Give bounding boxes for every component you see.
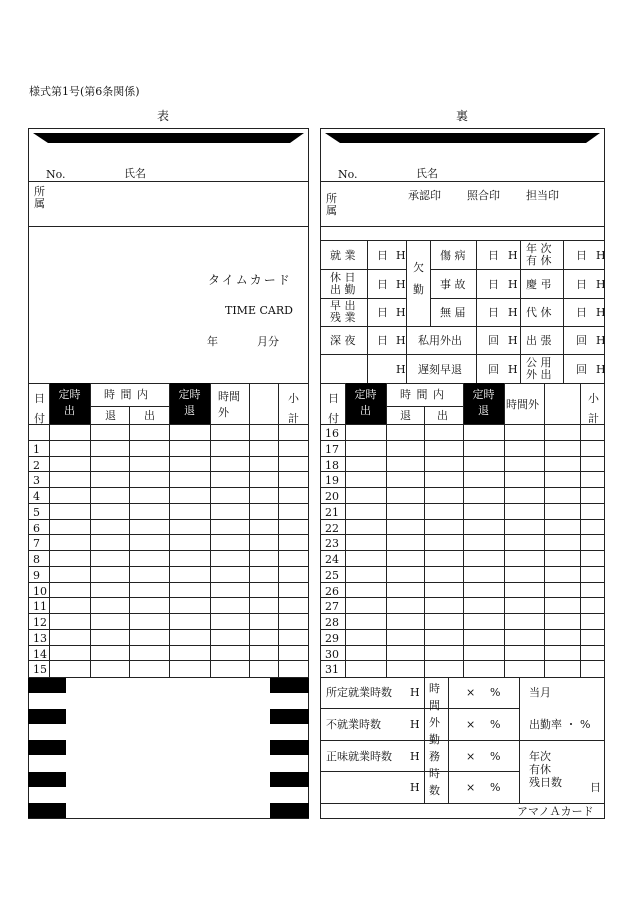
multiply-sign: × bbox=[466, 781, 476, 794]
multiply-sign: × bbox=[466, 750, 476, 763]
day-row-30: 30 bbox=[325, 648, 339, 661]
unit-hour: H bbox=[396, 306, 406, 319]
brand-label: アマノＡカード bbox=[517, 805, 594, 818]
day-row-29: 29 bbox=[325, 632, 339, 645]
annual-leave-remaining-label: 年次 有休 残日数 bbox=[529, 750, 562, 789]
unit-day: 日 bbox=[377, 334, 388, 347]
day-row-14: 14 bbox=[33, 648, 47, 661]
day-unit: 日 bbox=[590, 781, 601, 794]
percent-sign: % bbox=[490, 718, 501, 731]
front-side-label: 表 bbox=[157, 109, 170, 123]
day-row-17: 17 bbox=[325, 443, 339, 456]
scheduled-hours-label: 所定就業時数 bbox=[326, 686, 392, 699]
front-in-hours-header: 時 間 内 bbox=[104, 388, 149, 401]
day-row-10: 10 bbox=[33, 585, 47, 598]
unit-day: 日 bbox=[377, 278, 388, 291]
day-row-1: 1 bbox=[33, 443, 40, 456]
unit-hour: H bbox=[508, 363, 518, 376]
unit-day: 日 bbox=[488, 306, 499, 319]
back-dept-label: 所 属 bbox=[326, 192, 337, 217]
month-label: 月分 bbox=[257, 335, 279, 348]
unit-hour: H bbox=[508, 306, 518, 319]
net-working-hours-label: 正味就業時数 bbox=[326, 750, 392, 763]
back-no-label: No. bbox=[338, 168, 358, 181]
day-row-9: 9 bbox=[33, 569, 40, 582]
back-day-header: 日 付 bbox=[328, 392, 339, 425]
accident-label: 事 故 bbox=[440, 278, 466, 291]
day-row-12: 12 bbox=[33, 616, 47, 629]
unit-hour: H bbox=[508, 334, 518, 347]
front-shift-in-header: 定時 出 bbox=[49, 383, 90, 424]
day-row-3: 3 bbox=[33, 474, 40, 487]
unit-hour: H bbox=[410, 718, 420, 731]
late-night-label: 深 夜 bbox=[330, 334, 356, 347]
day-row-4: 4 bbox=[33, 490, 40, 503]
day-row-26: 26 bbox=[325, 585, 339, 598]
back-top-notch bbox=[320, 128, 605, 148]
timecard-jp-title: タイムカード bbox=[208, 273, 292, 287]
absence-label: 欠 勤 bbox=[413, 261, 424, 296]
front-overtime-header: 時間 外 bbox=[218, 390, 240, 419]
unit-day: 日 bbox=[377, 306, 388, 319]
front-top-notch bbox=[28, 128, 309, 148]
bereavement-label: 慶 弔 bbox=[526, 278, 552, 291]
back-shift-in-header: 定時 出 bbox=[345, 383, 386, 424]
day-row-15: 15 bbox=[33, 663, 47, 676]
early-overtime-label: 早 出 残 業 bbox=[330, 299, 356, 324]
timecard-en-title: TIME CARD bbox=[225, 304, 293, 317]
day-row-28: 28 bbox=[325, 616, 339, 629]
this-month-label: 当月 bbox=[529, 686, 551, 699]
unit-day: 日 bbox=[576, 278, 587, 291]
multiply-sign: × bbox=[466, 718, 476, 731]
day-row-11: 11 bbox=[33, 600, 47, 613]
percent-sign: % bbox=[490, 781, 501, 794]
day-row-20: 20 bbox=[325, 490, 339, 503]
approval-stamp-label: 承認印 bbox=[408, 189, 441, 202]
staff-stamp-label: 担当印 bbox=[526, 189, 559, 202]
day-row-21: 21 bbox=[325, 506, 339, 519]
working-days-label: 就 業 bbox=[330, 249, 356, 262]
unit-hour: H bbox=[410, 686, 420, 699]
late-early-leave-label: 遅刻早退 bbox=[418, 363, 462, 376]
back-subtotal-header: 小 計 bbox=[588, 392, 599, 425]
official-outing-label: 公 用 外 出 bbox=[526, 356, 552, 381]
day-row-16: 16 bbox=[325, 427, 339, 440]
year-label: 年 bbox=[207, 335, 218, 348]
no-notice-label: 無 届 bbox=[440, 306, 466, 319]
percent-sign: % bbox=[490, 686, 501, 699]
multiply-sign: × bbox=[466, 686, 476, 699]
unit-count: 回 bbox=[576, 334, 587, 347]
unit-hour: H bbox=[596, 278, 606, 291]
unit-day: 日 bbox=[377, 249, 388, 262]
front-dept-label: 所 属 bbox=[34, 185, 45, 210]
unit-count: 回 bbox=[576, 363, 587, 376]
unit-hour: H bbox=[410, 781, 420, 794]
day-row-25: 25 bbox=[325, 569, 339, 582]
unit-count: 回 bbox=[488, 334, 499, 347]
unit-day: 日 bbox=[488, 278, 499, 291]
substitute-holiday-label: 代 休 bbox=[526, 306, 552, 319]
unit-hour: H bbox=[596, 363, 606, 376]
day-row-19: 19 bbox=[325, 474, 339, 487]
front-no-label: No. bbox=[46, 168, 66, 181]
annual-paid-leave-label: 年 次 有 休 bbox=[526, 242, 552, 267]
day-row-23: 23 bbox=[325, 537, 339, 550]
day-row-31: 31 bbox=[325, 663, 339, 676]
front-shift-out-header: 定時 退 bbox=[169, 383, 210, 424]
overtime-work-hours-label: 時 間 外 勤 務 時 数 bbox=[429, 682, 440, 797]
back-leave-header: 退 bbox=[400, 409, 411, 422]
day-row-2: 2 bbox=[33, 459, 40, 472]
unit-day: 日 bbox=[488, 249, 499, 262]
unit-day: 日 bbox=[576, 249, 587, 262]
unit-hour: H bbox=[596, 306, 606, 319]
check-stamp-label: 照合印 bbox=[467, 189, 500, 202]
day-row-6: 6 bbox=[33, 522, 40, 535]
back-name-label: 氏名 bbox=[416, 167, 438, 180]
day-row-8: 8 bbox=[33, 553, 40, 566]
holiday-work-label: 休 日 出 勤 bbox=[330, 271, 356, 296]
day-row-22: 22 bbox=[325, 522, 339, 535]
day-row-5: 5 bbox=[33, 506, 40, 519]
unit-hour: H bbox=[410, 750, 420, 763]
form-title: 様式第1号(第6条関係) bbox=[29, 85, 140, 98]
percent-sign: % bbox=[490, 750, 501, 763]
non-working-hours-label: 不就業時数 bbox=[326, 718, 381, 731]
private-outing-label: 私用外出 bbox=[418, 334, 462, 347]
back-overtime-header: 時間外 bbox=[506, 398, 539, 411]
unit-count: 回 bbox=[488, 363, 499, 376]
front-subtotal-header: 小 計 bbox=[288, 392, 299, 425]
sick-leave-label: 傷 病 bbox=[440, 249, 466, 262]
unit-hour: H bbox=[596, 249, 606, 262]
back-in-hours-header: 時 間 内 bbox=[400, 388, 445, 401]
unit-hour: H bbox=[596, 334, 606, 347]
day-row-7: 7 bbox=[33, 537, 40, 550]
day-row-18: 18 bbox=[325, 459, 339, 472]
unit-hour: H bbox=[396, 363, 406, 376]
front-name-label: 氏名 bbox=[124, 167, 146, 180]
front-day-header: 日 付 bbox=[34, 392, 45, 425]
unit-hour: H bbox=[508, 278, 518, 291]
business-trip-label: 出 張 bbox=[526, 334, 552, 347]
back-shift-out-header: 定時 退 bbox=[463, 383, 504, 424]
back-out-header: 出 bbox=[437, 409, 448, 422]
back-side-label: 裏 bbox=[456, 109, 469, 123]
unit-hour: H bbox=[396, 278, 406, 291]
day-row-27: 27 bbox=[325, 600, 339, 613]
unit-hour: H bbox=[508, 249, 518, 262]
attendance-rate-label: 出勤率 ・ % bbox=[529, 718, 591, 731]
unit-hour: H bbox=[396, 334, 406, 347]
front-out-header: 出 bbox=[144, 409, 155, 422]
front-leave-header: 退 bbox=[105, 409, 116, 422]
day-row-24: 24 bbox=[325, 553, 339, 566]
day-row-13: 13 bbox=[33, 632, 47, 645]
unit-day: 日 bbox=[576, 306, 587, 319]
unit-hour: H bbox=[396, 249, 406, 262]
